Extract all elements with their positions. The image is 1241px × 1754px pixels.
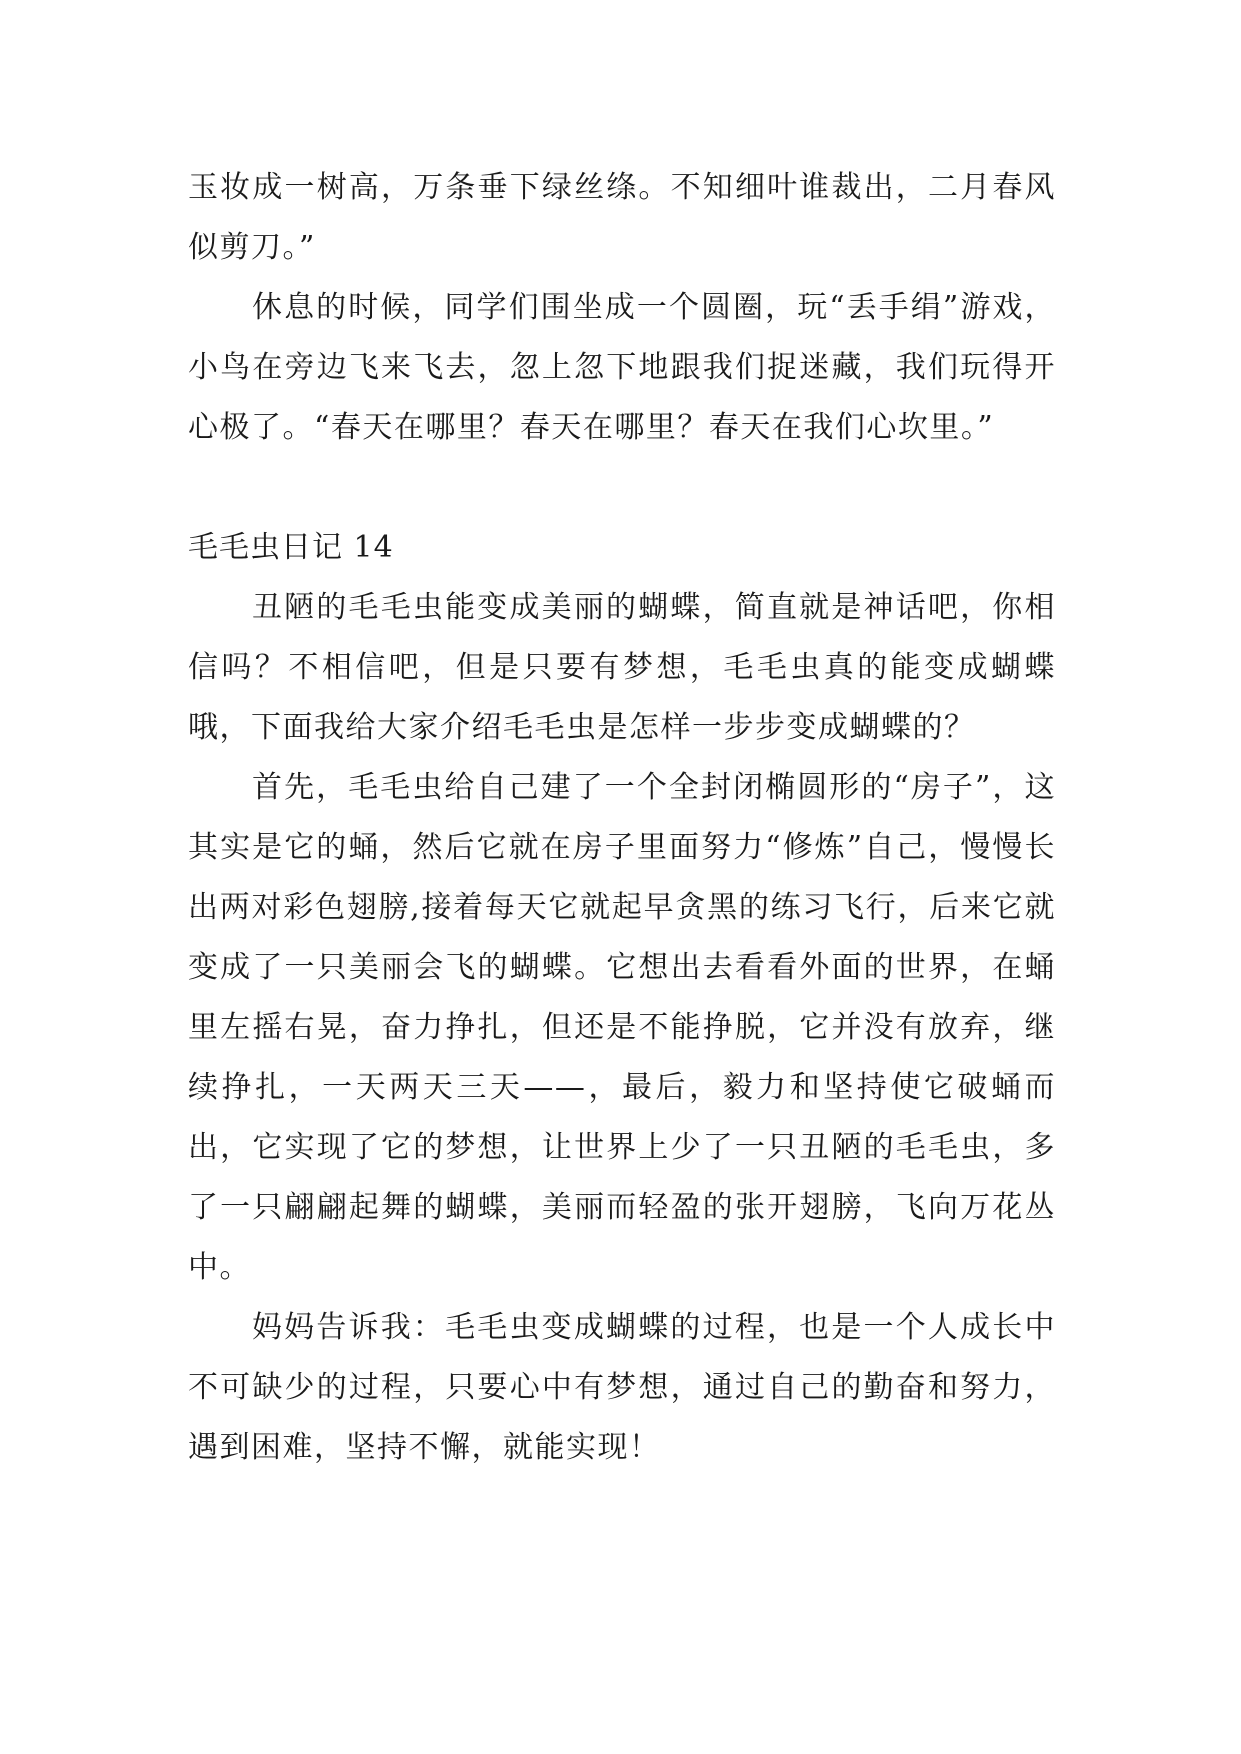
document-body bbox=[188, 158, 1056, 1478]
section-paragraph: 首先，毛毛虫给自己建了一个全封闭椭圆形的“房子”，这其实是它的蛹，然后它就在房子里面努力“修炼”自己，慢慢长出两对彩色翅膀,接着每天它就起早贪黑的练习飞行，后来它就变成了一只美丽会飞的蝴蝶。它想出去看看外面的世界，在蛹里左摇右晃，奋力挣扎，但还是不能挣脱，它并没有放弃，继续挣扎，一天两天三天——，最后，毅力和坚持使它破蛹而出，它实现了它的梦想，让世界上少了一只丑陋的毛毛虫，多了一只翩翩起舞的蝴蝶，美丽而轻盈的张开翅膀，飞向万花丛中。 bbox=[188, 770, 1056, 1285]
section-spacer bbox=[188, 458, 1056, 518]
intro-paragraph-continued: 玉妆成一树高，万条垂下绿丝绦。不知细叶谁裁出，二月春风似剪刀。” bbox=[188, 170, 1056, 265]
section-title: 毛毛虫日记 14 bbox=[188, 530, 394, 565]
intro-paragraph: 休息的时候，同学们围坐成一个圆圈，玩“丢手绢”游戏，小鸟在旁边飞来飞去，忽上忽下地跟我们捉迷藏，我们玩得开心极了。“春天在哪里？春天在哪里？春天在我们心坎里。” bbox=[188, 290, 1056, 445]
section-paragraph: 丑陋的毛毛虫能变成美丽的蝴蝶，简直就是神话吧，你相信吗？不相信吧，但是只要有梦想，毛毛虫真的能变成蝴蝶哦，下面我给大家介绍毛毛虫是怎样一步步变成蝴蝶的？ bbox=[188, 590, 1056, 745]
section-paragraph: 妈妈告诉我：毛毛虫变成蝴蝶的过程，也是一个人成长中不可缺少的过程，只要心中有梦想，通过自己的勤奋和努力，遇到困难，坚持不懈，就能实现！ bbox=[188, 1310, 1056, 1465]
